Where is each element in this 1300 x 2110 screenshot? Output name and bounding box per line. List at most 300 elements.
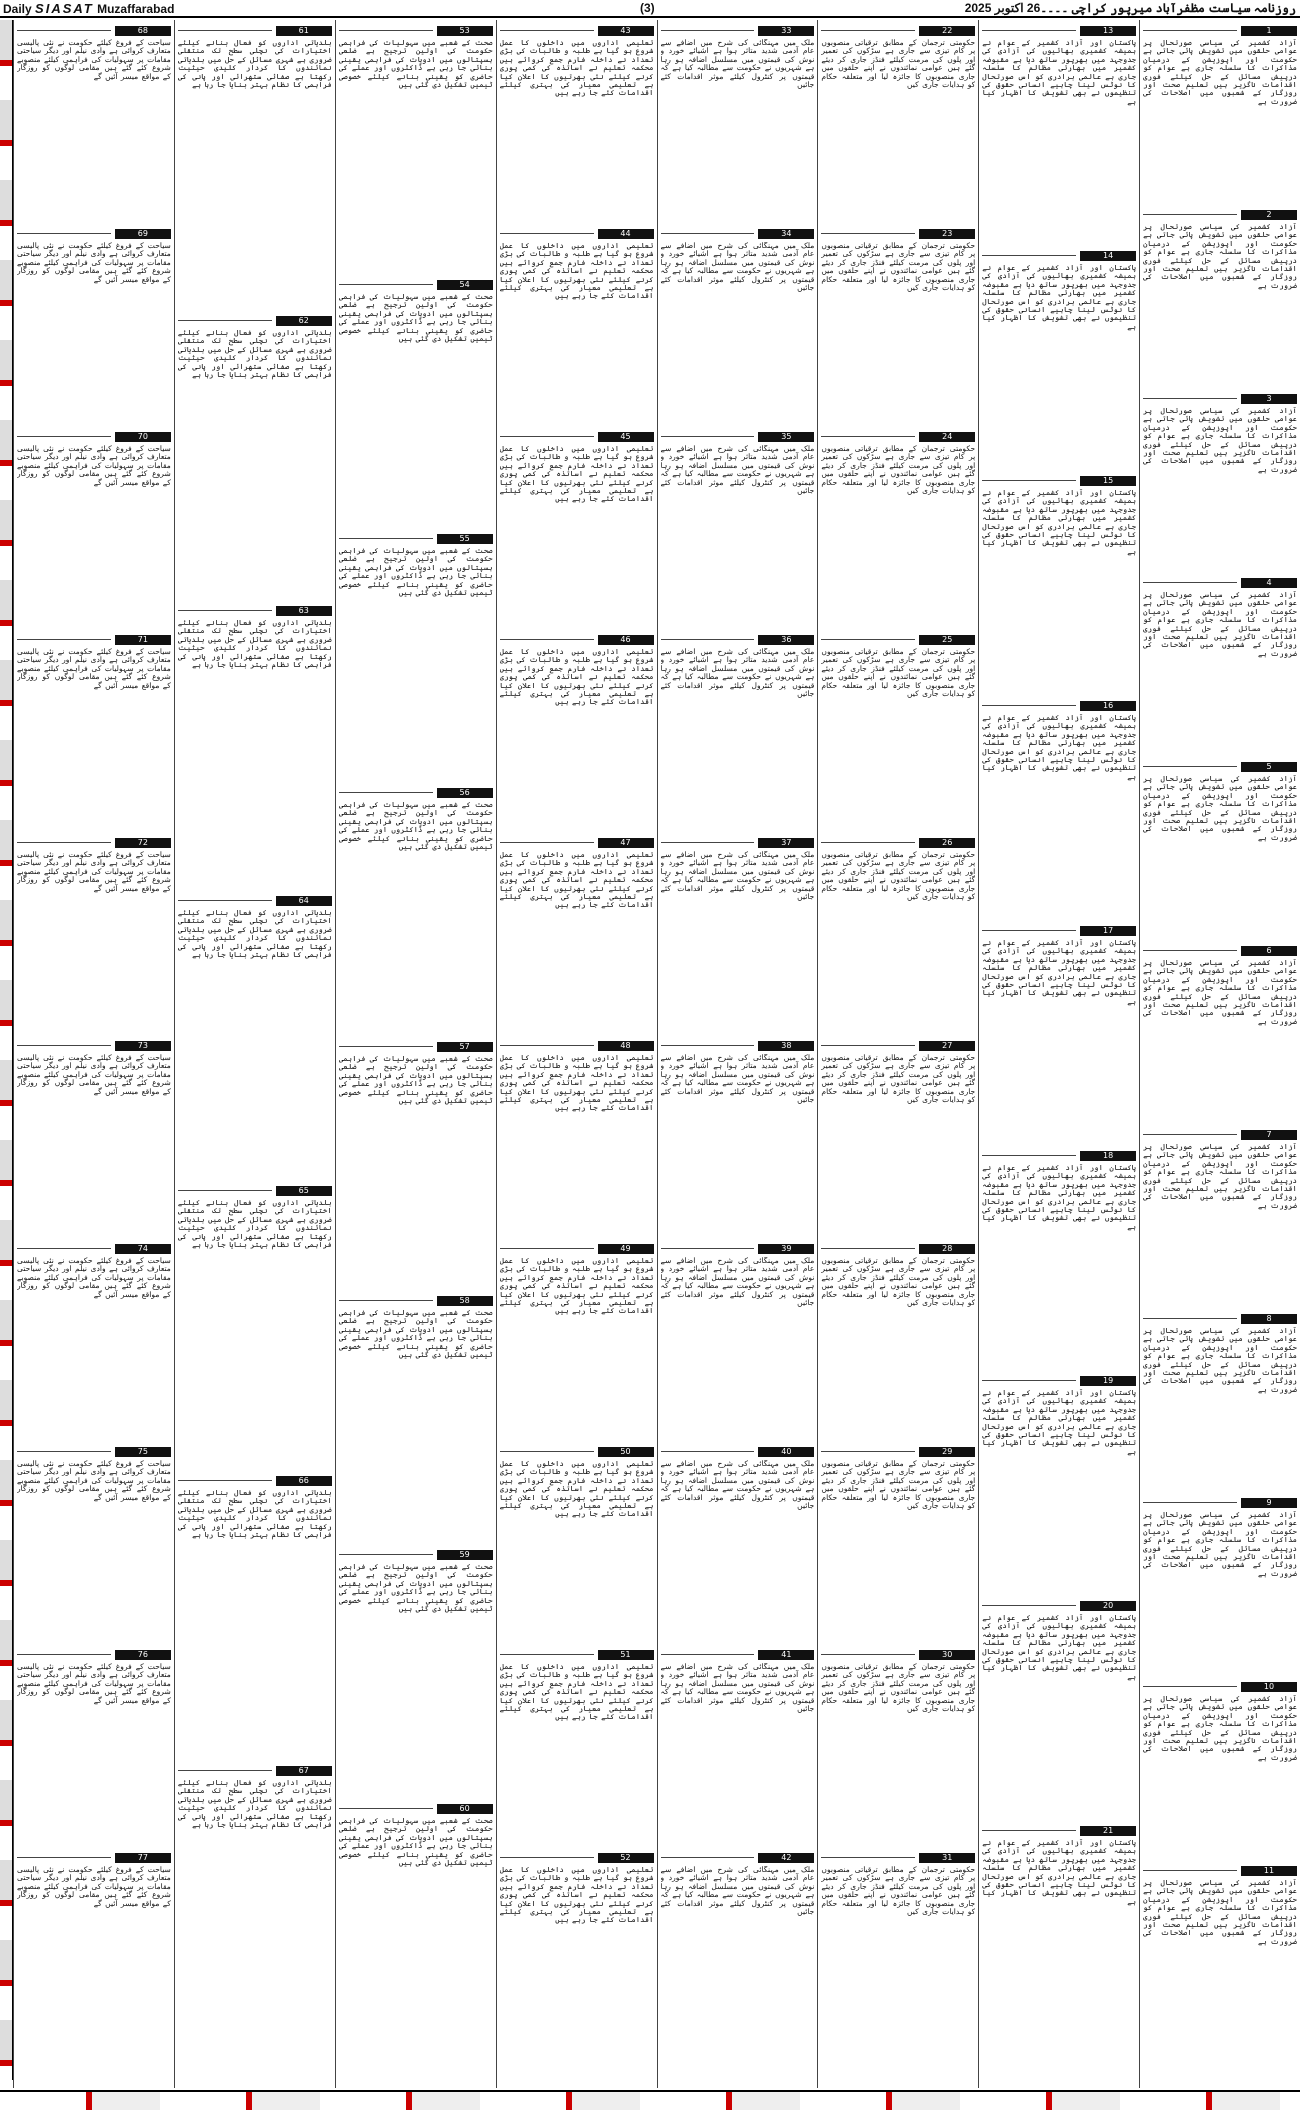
news-item-header [339,787,493,799]
news-item-number: 35 [758,432,814,442]
news-item-text: تعلیمی اداروں میں داخلوں کا عمل شروع ہو گیا ہے طلبہ و طالبات کی بڑی تعداد نے داخلہ فارم جمع کروائے ہیں محکمہ تعلیم نے اساتذہ کی کمی پوری کرنے کیلئے نئی بھرتیوں کا اعلان کیا ہے تعلیمی معیار کی بہتری کیلئے اقدامات کئے جا رہے ہیں [499,39,654,98]
news-item-number: 50 [598,1447,654,1457]
news-item-number: 25 [919,635,975,645]
rule-line [17,1654,111,1655]
news-item-header [661,1649,815,1661]
rule-line [500,1451,594,1452]
news-item-text: سیاحت کے فروغ کیلئے حکومت نے نئی پالیسی متعارف کروائی ہے وادی نیلم اور دیگر سیاحتی مقامات پر سہولیات کی فراہمی کیلئے منصوبے شروع کئے گئے ہیں مقامی لوگوں کو روزگار کے مواقع میسر آئیں گے [17,39,171,81]
news-item-header [178,1765,332,1777]
news-item-text: آزاد کشمیر کی سیاسی صورتحال پر عوامی حلقوں میں تشویش پائی جاتی ہے حکومت اور اپوزیشن کے درمیان مذاکرات کا سلسلہ جاری ہے عوام کو درپیش مسائل کے حل کیلئے فوری اقدامات ناگزیر ہیں تعلیم صحت اور روزگار کے شعبوں میں اصلاحات کی ضرورت ہے [1143,1327,1297,1394]
news-item-number: 56 [437,788,493,798]
news-item-text: آزاد کشمیر کی سیاسی صورتحال پر عوامی حلقوں میں تشویش پائی جاتی ہے حکومت اور اپوزیشن کے درمیان مذاکرات کا سلسلہ جاری ہے عوام کو درپیش مسائل کے حل کیلئے فوری اقدامات ناگزیر ہیں تعلیم صحت اور روزگار کے شعبوں میں اصلاحات کی ضرورت ہے [1143,1143,1297,1210]
news-item-text: پاکستان اور آزاد کشمیر کے عوام نے ہمیشہ کشمیری بھائیوں کی آزادی کی جدوجہد میں بھرپور ساتھ دیا ہے مقبوضہ کشمیر میں بھارتی مظالم کا سلسلہ جاری ہے عالمی برادری کو اس صورتحال کا نوٹس لینا چاہیے انسانی حقوق کی تنظیموں نے بھی تشویش کا اظہار کیا ہے [982,939,1137,1006]
news-item-header [500,1040,654,1052]
news-item-number: 37 [758,838,814,848]
news-item-header [982,25,1136,37]
news-item-text: صحت کے شعبے میں سہولیات کی فراہمی حکومت کی اولین ترجیح ہے ضلعی ہسپتالوں میں ادویات کی فراہمی یقینی بنائی جا رہی ہے ڈاکٹروں اور عملے کی حاضری کو یقینی بنانے کیلئے خصوصی ٹیمیں تشکیل دی گئی ہیں [338,547,493,598]
rule-line [178,900,272,901]
rule-line [1143,582,1237,583]
news-item-text: حکومتی ترجمان کے مطابق ترقیاتی منصوبوں پر کام تیزی سے جاری ہے سڑکوں کی تعمیر اور پلوں کی مرمت کیلئے فنڈز جاری کر دیئے گئے ہیں عوامی نمائندوں نے اپنے حلقوں میں جاری منصوبوں کا جائزہ لیا اور متعلقہ حکام کو ہدایات جاری کیں [821,1257,976,1308]
news-item-number: 64 [276,896,332,906]
news-item-number: 2 [1241,210,1297,220]
news-item-text: ملک میں مہنگائی کی شرح میں اضافے سے عام آدمی شدید متاثر ہوا ہے اشیائے خورد و نوش کی قیمتوں میں مسلسل اضافہ ہو رہا ہے شہریوں نے حکومت سے مطالبہ کیا ہے کہ قیمتوں پر کنٹرول کیلئے موثر اقدامات کئے جائیں [660,1054,815,1105]
news-column [496,20,657,2088]
rule-line [821,30,915,31]
rule-line [17,1857,111,1858]
rule-line [500,1857,594,1858]
rule-line [982,705,1076,706]
news-item-text: آزاد کشمیر کی سیاسی صورتحال پر عوامی حلقوں میں تشویش پائی جاتی ہے حکومت اور اپوزیشن کے درمیان مذاکرات کا سلسلہ جاری ہے عوام کو درپیش مسائل کے حل کیلئے فوری اقدامات ناگزیر ہیں تعلیم صحت اور روزگار کے شعبوں میں اصلاحات کی ضرورت ہے [1143,223,1297,290]
news-item-text: تعلیمی اداروں میں داخلوں کا عمل شروع ہو گیا ہے طلبہ و طالبات کی بڑی تعداد نے داخلہ فارم جمع کروائے ہیں محکمہ تعلیم نے اساتذہ کی کمی پوری کرنے کیلئے نئی بھرتیوں کا اعلان کیا ہے تعلیمی معیار کی بہتری کیلئے اقدامات کئے جا رہے ہیں [499,1866,654,1925]
news-item-number: 8 [1241,1314,1297,1324]
news-item-text: ملک میں مہنگائی کی شرح میں اضافے سے عام آدمی شدید متاثر ہوا ہے اشیائے خورد و نوش کی قیمتوں میں مسلسل اضافہ ہو رہا ہے شہریوں نے حکومت سے مطالبہ کیا ہے کہ قیمتوں پر کنٹرول کیلئے موثر اقدامات کئے جائیں [660,1257,815,1308]
news-item-number: 46 [598,635,654,645]
news-item-number: 48 [598,1041,654,1051]
rule-line [339,792,433,793]
news-item-header [17,228,171,240]
news-item-header [661,25,815,37]
rule-line [1143,1686,1237,1687]
news-item-header [821,25,975,37]
brand-name: SIASAT [35,1,94,16]
rule-line [821,639,915,640]
news-item-number: 42 [758,1853,814,1863]
rule-line [821,842,915,843]
news-item-header [178,605,332,617]
news-item-text: صحت کے شعبے میں سہولیات کی فراہمی حکومت کی اولین ترجیح ہے ضلعی ہسپتالوں میں ادویات کی فراہمی یقینی بنائی جا رہی ہے ڈاکٹروں اور عملے کی حاضری کو یقینی بنانے کیلئے خصوصی ٹیمیں تشکیل دی گئی ہیں [338,1817,493,1868]
news-item-number: 30 [919,1650,975,1660]
rule-line [1143,1318,1237,1319]
news-item-text: آزاد کشمیر کی سیاسی صورتحال پر عوامی حلقوں میں تشویش پائی جاتی ہے حکومت اور اپوزیشن کے درمیان مذاکرات کا سلسلہ جاری ہے عوام کو درپیش مسائل کے حل کیلئے فوری اقدامات ناگزیر ہیں تعلیم صحت اور روزگار کے شعبوں میں اصلاحات کی ضرورت ہے [1143,39,1297,106]
news-item-number: 16 [1080,701,1136,711]
rule-line [821,1045,915,1046]
rule-line [339,1808,433,1809]
news-item-text: صحت کے شعبے میں سہولیات کی فراہمی حکومت کی اولین ترجیح ہے ضلعی ہسپتالوں میں ادویات کی فراہمی یقینی بنائی جا رہی ہے ڈاکٹروں اور عملے کی حاضری کو یقینی بنانے کیلئے خصوصی ٹیمیں تشکیل دی گئی ہیں [338,1563,493,1614]
news-item-text: بلدیاتی اداروں کو فعال بنانے کیلئے اختیارات کی نچلی سطح تک منتقلی ضروری ہے شہری مسائل کے حل میں بلدیاتی نمائندوں کا کردار کلیدی حیثیت رکھتا ہے صفائی ستھرائی اور پانی کی فراہمی کا نظام بہتر بنایا جا رہا ہے [177,1779,332,1830]
news-item-number: 75 [115,1447,171,1457]
news-item-header [1143,393,1297,405]
news-item-header [982,925,1136,937]
news-item-header [661,431,815,443]
rule-line [982,255,1076,256]
news-item-number: 52 [598,1853,654,1863]
news-item-number: 72 [115,838,171,848]
news-item-text: پاکستان اور آزاد کشمیر کے عوام نے ہمیشہ کشمیری بھائیوں کی آزادی کی جدوجہد میں بھرپور ساتھ دیا ہے مقبوضہ کشمیر میں بھارتی مظالم کا سلسلہ جاری ہے عالمی برادری کو اس صورتحال کا نوٹس لینا چاہیے انسانی حقوق کی تنظیموں نے بھی تشویش کا اظہار کیا ہے [982,1389,1137,1456]
news-item-number: 26 [919,838,975,848]
news-item-text: سیاحت کے فروغ کیلئے حکومت نے نئی پالیسی متعارف کروائی ہے وادی نیلم اور دیگر سیاحتی مقامات پر سہولیات کی فراہمی کیلئے منصوبے شروع کئے گئے ہیں مقامی لوگوں کو روزگار کے مواقع میسر آئیں گے [17,1663,171,1705]
rule-line [178,1190,272,1191]
rule-line [178,1480,272,1481]
news-item-header [821,1040,975,1052]
news-item-number: 55 [437,534,493,544]
news-item-header [17,431,171,443]
news-item-text: پاکستان اور آزاد کشمیر کے عوام نے ہمیشہ کشمیری بھائیوں کی آزادی کی جدوجہد میں بھرپور ساتھ دیا ہے مقبوضہ کشمیر میں بھارتی مظالم کا سلسلہ جاری ہے عالمی برادری کو اس صورتحال کا نوٹس لینا چاہیے انسانی حقوق کی تنظیموں نے بھی تشویش کا اظہار کیا ہے [982,1839,1137,1906]
news-item-number: 23 [919,229,975,239]
news-item-text: آزاد کشمیر کی سیاسی صورتحال پر عوامی حلقوں میں تشویش پائی جاتی ہے حکومت اور اپوزیشن کے درمیان مذاکرات کا سلسلہ جاری ہے عوام کو درپیش مسائل کے حل کیلئے فوری اقدامات ناگزیر ہیں تعلیم صحت اور روزگار کے شعبوں میں اصلاحات کی ضرورت ہے [1143,959,1297,1026]
news-item-header [17,1243,171,1255]
news-item-header [500,1649,654,1661]
brand-prefix: Daily [3,2,32,16]
news-item-text: پاکستان اور آزاد کشمیر کے عوام نے ہمیشہ کشمیری بھائیوں کی آزادی کی جدوجہد میں بھرپور ساتھ دیا ہے مقبوضہ کشمیر میں بھارتی مظالم کا سلسلہ جاری ہے عالمی برادری کو اس صورتحال کا نوٹس لینا چاہیے انسانی حقوق کی تنظیموں نے بھی تشویش کا اظہار کیا ہے [982,1164,1137,1231]
news-column [335,20,496,2088]
rule-line [339,538,433,539]
news-item-text: ملک میں مہنگائی کی شرح میں اضافے سے عام آدمی شدید متاثر ہوا ہے اشیائے خورد و نوش کی قیمتوں میں مسلسل اضافہ ہو رہا ہے شہریوں نے حکومت سے مطالبہ کیا ہے کہ قیمتوں پر کنٹرول کیلئے موثر اقدامات کئے جائیں [660,1460,815,1511]
news-item-header [500,837,654,849]
news-item-number: 28 [919,1244,975,1254]
news-item-number: 47 [598,838,654,848]
news-item-number: 27 [919,1041,975,1051]
rule-line [821,233,915,234]
news-item-number: 69 [115,229,171,239]
news-item-number: 39 [758,1244,814,1254]
masthead-urdu: روزنامہ سیاست مظفرآباد میرپور کراچی ۔۔۔۔26 اکتوبر 2025 [964,1,1296,15]
news-item-text: بلدیاتی اداروں کو فعال بنانے کیلئے اختیارات کی نچلی سطح تک منتقلی ضروری ہے شہری مسائل کے حل میں بلدیاتی نمائندوں کا کردار کلیدی حیثیت رکھتا ہے صفائی ستھرائی اور پانی کی فراہمی کا نظام بہتر بنایا جا رہا ہے [177,1199,332,1250]
news-item-number: 20 [1080,1601,1136,1611]
news-item-header [821,1852,975,1864]
news-item-text: پاکستان اور آزاد کشمیر کے عوام نے ہمیشہ کشمیری بھائیوں کی آزادی کی جدوجہد میں بھرپور ساتھ دیا ہے مقبوضہ کشمیر میں بھارتی مظالم کا سلسلہ جاری ہے عالمی برادری کو اس صورتحال کا نوٹس لینا چاہیے انسانی حقوق کی تنظیموں نے بھی تشویش کا اظہار کیا ہے [982,1614,1137,1681]
rule-line [17,1248,111,1249]
city-name: Muzaffarabad [97,2,175,16]
news-item-number: 74 [115,1244,171,1254]
news-item-number: 18 [1080,1151,1136,1161]
news-item-number: 22 [919,26,975,36]
rule-line [178,320,272,321]
rule-line [17,1451,111,1452]
news-item-header [821,431,975,443]
news-item-number: 9 [1241,1498,1297,1508]
news-item-header [1143,1313,1297,1325]
news-item-header [339,533,493,545]
news-item-header [17,634,171,646]
news-item-number: 62 [276,316,332,326]
news-item-text: ملک میں مہنگائی کی شرح میں اضافے سے عام آدمی شدید متاثر ہوا ہے اشیائے خورد و نوش کی قیمتوں میں مسلسل اضافہ ہو رہا ہے شہریوں نے حکومت سے مطالبہ کیا ہے کہ قیمتوں پر کنٹرول کیلئے موثر اقدامات کئے جائیں [660,39,815,90]
news-item-header [661,1446,815,1458]
news-item-header [500,228,654,240]
rule-line [500,1654,594,1655]
news-item-header [339,1803,493,1815]
news-item-text: آزاد کشمیر کی سیاسی صورتحال پر عوامی حلقوں میں تشویش پائی جاتی ہے حکومت اور اپوزیشن کے درمیان مذاکرات کا سلسلہ جاری ہے عوام کو درپیش مسائل کے حل کیلئے فوری اقدامات ناگزیر ہیں تعلیم صحت اور روزگار کے شعبوں میں اصلاحات کی ضرورت ہے [1143,1879,1297,1946]
rule-line [821,1451,915,1452]
news-column [978,20,1139,2088]
news-item-text: ملک میں مہنگائی کی شرح میں اضافے سے عام آدمی شدید متاثر ہوا ہے اشیائے خورد و نوش کی قیمتوں میں مسلسل اضافہ ہو رہا ہے شہریوں نے حکومت سے مطالبہ کیا ہے کہ قیمتوں پر کنٹرول کیلئے موثر اقدامات کئے جائیں [660,1663,815,1714]
rule-line [178,1770,272,1771]
news-item-number: 7 [1241,1130,1297,1140]
news-item-text: سیاحت کے فروغ کیلئے حکومت نے نئی پالیسی متعارف کروائی ہے وادی نیلم اور دیگر سیاحتی مقامات پر سہولیات کی فراہمی کیلئے منصوبے شروع کئے گئے ہیں مقامی لوگوں کو روزگار کے مواقع میسر آئیں گے [17,1866,171,1908]
news-item-text: سیاحت کے فروغ کیلئے حکومت نے نئی پالیسی متعارف کروائی ہے وادی نیلم اور دیگر سیاحتی مقامات پر سہولیات کی فراہمی کیلئے منصوبے شروع کئے گئے ہیں مقامی لوگوں کو روزگار کے مواقع میسر آئیں گے [17,1460,171,1502]
news-item-header [1143,209,1297,221]
news-item-number: 6 [1241,946,1297,956]
news-item-header [821,228,975,240]
rule-line [661,436,755,437]
news-item-header [1143,1129,1297,1141]
news-item-text: ملک میں مہنگائی کی شرح میں اضافے سے عام آدمی شدید متاثر ہوا ہے اشیائے خورد و نوش کی قیمتوں میں مسلسل اضافہ ہو رہا ہے شہریوں نے حکومت سے مطالبہ کیا ہے کہ قیمتوں پر کنٹرول کیلئے موثر اقدامات کئے جائیں [660,445,815,496]
news-column [13,20,174,2088]
news-item-text: حکومتی ترجمان کے مطابق ترقیاتی منصوبوں پر کام تیزی سے جاری ہے سڑکوں کی تعمیر اور پلوں کی مرمت کیلئے فنڈز جاری کر دیئے گئے ہیں عوامی نمائندوں نے اپنے حلقوں میں جاری منصوبوں کا جائزہ لیا اور متعلقہ حکام کو ہدایات جاری کیں [821,242,976,293]
news-item-number: 1 [1241,26,1297,36]
rule-line [661,639,755,640]
news-item-header [661,1040,815,1052]
rule-line [982,930,1076,931]
news-item-number: 49 [598,1244,654,1254]
news-item-text: صحت کے شعبے میں سہولیات کی فراہمی حکومت کی اولین ترجیح ہے ضلعی ہسپتالوں میں ادویات کی فراہمی یقینی بنائی جا رہی ہے ڈاکٹروں اور عملے کی حاضری کو یقینی بنانے کیلئے خصوصی ٹیمیں تشکیل دی گئی ہیں [338,1055,493,1106]
news-item-number: 51 [598,1650,654,1660]
news-item-text: سیاحت کے فروغ کیلئے حکومت نے نئی پالیسی متعارف کروائی ہے وادی نیلم اور دیگر سیاحتی مقامات پر سہولیات کی فراہمی کیلئے منصوبے شروع کئے گئے ہیں مقامی لوگوں کو روزگار کے مواقع میسر آئیں گے [17,1257,171,1299]
news-item-number: 4 [1241,578,1297,588]
news-item-header [500,431,654,443]
news-item-number: 11 [1241,1866,1297,1876]
news-item-number: 34 [758,229,814,239]
news-column [657,20,818,2088]
news-item-text: تعلیمی اداروں میں داخلوں کا عمل شروع ہو گیا ہے طلبہ و طالبات کی بڑی تعداد نے داخلہ فارم جمع کروائے ہیں محکمہ تعلیم نے اساتذہ کی کمی پوری کرنے کیلئے نئی بھرتیوں کا اعلان کیا ہے تعلیمی معیار کی بہتری کیلئے اقدامات کئے جا رہے ہیں [499,1663,654,1722]
news-item-text: تعلیمی اداروں میں داخلوں کا عمل شروع ہو گیا ہے طلبہ و طالبات کی بڑی تعداد نے داخلہ فارم جمع کروائے ہیں محکمہ تعلیم نے اساتذہ کی کمی پوری کرنے کیلئے نئی بھرتیوں کا اعلان کیا ہے تعلیمی معیار کی بہتری کیلئے اقدامات کئے جا رہے ہیں [499,1460,654,1519]
rule-line [339,1300,433,1301]
news-item-text: تعلیمی اداروں میں داخلوں کا عمل شروع ہو گیا ہے طلبہ و طالبات کی بڑی تعداد نے داخلہ فارم جمع کروائے ہیں محکمہ تعلیم نے اساتذہ کی کمی پوری کرنے کیلئے نئی بھرتیوں کا اعلان کیا ہے تعلیمی معیار کی بہتری کیلئے اقدامات کئے جا رہے ہیں [499,445,654,504]
news-item-number: 10 [1241,1682,1297,1692]
news-item-number: 53 [437,26,493,36]
news-item-header [821,634,975,646]
news-item-text: بلدیاتی اداروں کو فعال بنانے کیلئے اختیارات کی نچلی سطح تک منتقلی ضروری ہے شہری مسائل کے حل میں بلدیاتی نمائندوں کا کردار کلیدی حیثیت رکھتا ہے صفائی ستھرائی اور پانی کی فراہمی کا نظام بہتر بنایا جا رہا ہے [177,909,332,960]
news-item-text: آزاد کشمیر کی سیاسی صورتحال پر عوامی حلقوں میں تشویش پائی جاتی ہے حکومت اور اپوزیشن کے درمیان مذاکرات کا سلسلہ جاری ہے عوام کو درپیش مسائل کے حل کیلئے فوری اقدامات ناگزیر ہیں تعلیم صحت اور روزگار کے شعبوں میں اصلاحات کی ضرورت ہے [1143,1511,1297,1578]
rule-line [821,1857,915,1858]
news-item-number: 24 [919,432,975,442]
rule-line [821,436,915,437]
news-item-header [1143,761,1297,773]
news-item-header [1143,1497,1297,1509]
news-item-text: صحت کے شعبے میں سہولیات کی فراہمی حکومت کی اولین ترجیح ہے ضلعی ہسپتالوں میں ادویات کی فراہمی یقینی بنائی جا رہی ہے ڈاکٹروں اور عملے کی حاضری کو یقینی بنانے کیلئے خصوصی ٹیمیں تشکیل دی گئی ہیں [338,801,493,852]
news-item-number: 33 [758,26,814,36]
news-item-text: پاکستان اور آزاد کشمیر کے عوام نے ہمیشہ کشمیری بھائیوں کی آزادی کی جدوجہد میں بھرپور ساتھ دیا ہے مقبوضہ کشمیر میں بھارتی مظالم کا سلسلہ جاری ہے عالمی برادری کو اس صورتحال کا نوٹس لینا چاہیے انسانی حقوق کی تنظیموں نے بھی تشویش کا اظہار کیا ہے [982,714,1137,781]
news-item-header [500,1243,654,1255]
news-item-header [982,250,1136,262]
news-item-text: پاکستان اور آزاد کشمیر کے عوام نے ہمیشہ کشمیری بھائیوں کی آزادی کی جدوجہد میں بھرپور ساتھ دیا ہے مقبوضہ کشمیر میں بھارتی مظالم کا سلسلہ جاری ہے عالمی برادری کو اس صورتحال کا نوٹس لینا چاہیے انسانی حقوق کی تنظیموں نے بھی تشویش کا اظہار کیا ہے [982,489,1137,556]
news-item-header [1143,25,1297,37]
rule-line [1143,398,1237,399]
rule-line [661,1857,755,1858]
news-item-number: 68 [115,26,171,36]
news-item-text: حکومتی ترجمان کے مطابق ترقیاتی منصوبوں پر کام تیزی سے جاری ہے سڑکوں کی تعمیر اور پلوں کی مرمت کیلئے فنڈز جاری کر دیئے گئے ہیں عوامی نمائندوں نے اپنے حلقوں میں جاری منصوبوں کا جائزہ لیا اور متعلقہ حکام کو ہدایات جاری کیں [821,1460,976,1511]
news-item-header [821,1446,975,1458]
news-item-number: 14 [1080,251,1136,261]
news-item-text: بلدیاتی اداروں کو فعال بنانے کیلئے اختیارات کی نچلی سطح تک منتقلی ضروری ہے شہری مسائل کے حل میں بلدیاتی نمائندوں کا کردار کلیدی حیثیت رکھتا ہے صفائی ستھرائی اور پانی کی فراہمی کا نظام بہتر بنایا جا رہا ہے [177,329,332,380]
masthead-left [3,1,174,16]
news-item-text: حکومتی ترجمان کے مطابق ترقیاتی منصوبوں پر کام تیزی سے جاری ہے سڑکوں کی تعمیر اور پلوں کی مرمت کیلئے فنڈز جاری کر دیئے گئے ہیں عوامی نمائندوں نے اپنے حلقوں میں جاری منصوبوں کا جائزہ لیا اور متعلقہ حکام کو ہدایات جاری کیں [821,445,976,496]
rule-line [1143,1870,1237,1871]
footer-strip [0,2090,1300,2110]
news-item-header [500,1852,654,1864]
news-item-header [661,837,815,849]
news-item-number: 44 [598,229,654,239]
news-item-number: 76 [115,1650,171,1660]
news-item-number: 77 [115,1853,171,1863]
news-item-number: 43 [598,26,654,36]
news-item-header [821,837,975,849]
news-item-text: ملک میں مہنگائی کی شرح میں اضافے سے عام آدمی شدید متاثر ہوا ہے اشیائے خورد و نوش کی قیمتوں میں مسلسل اضافہ ہو رہا ہے شہریوں نے حکومت سے مطالبہ کیا ہے کہ قیمتوں پر کنٹرول کیلئے موثر اقدامات کئے جائیں [660,648,815,699]
news-item-header [661,1243,815,1255]
news-item-header [339,279,493,291]
news-item-text: صحت کے شعبے میں سہولیات کی فراہمی حکومت کی اولین ترجیح ہے ضلعی ہسپتالوں میں ادویات کی فراہمی یقینی بنائی جا رہی ہے ڈاکٹروں اور عملے کی حاضری کو یقینی بنانے کیلئے خصوصی ٹیمیں تشکیل دی گئی ہیں [338,1309,493,1360]
news-item-number: 40 [758,1447,814,1457]
news-item-number: 29 [919,1447,975,1457]
news-item-text: صحت کے شعبے میں سہولیات کی فراہمی حکومت کی اولین ترجیح ہے ضلعی ہسپتالوں میں ادویات کی فراہمی یقینی بنائی جا رہی ہے ڈاکٹروں اور عملے کی حاضری کو یقینی بنانے کیلئے خصوصی ٹیمیں تشکیل دی گئی ہیں [338,293,493,344]
news-item-header [17,1649,171,1661]
news-item-header [661,634,815,646]
news-item-text: تعلیمی اداروں میں داخلوں کا عمل شروع ہو گیا ہے طلبہ و طالبات کی بڑی تعداد نے داخلہ فارم جمع کروائے ہیں محکمہ تعلیم نے اساتذہ کی کمی پوری کرنے کیلئے نئی بھرتیوں کا اعلان کیا ہے تعلیمی معیار کی بہتری کیلئے اقدامات کئے جا رہے ہیں [499,242,654,301]
news-item-text: تعلیمی اداروں میں داخلوں کا عمل شروع ہو گیا ہے طلبہ و طالبات کی بڑی تعداد نے داخلہ فارم جمع کروائے ہیں محکمہ تعلیم نے اساتذہ کی کمی پوری کرنے کیلئے نئی بھرتیوں کا اعلان کیا ہے تعلیمی معیار کی بہتری کیلئے اقدامات کئے جا رہے ہیں [499,1054,654,1113]
news-item-text: تعلیمی اداروں میں داخلوں کا عمل شروع ہو گیا ہے طلبہ و طالبات کی بڑی تعداد نے داخلہ فارم جمع کروائے ہیں محکمہ تعلیم نے اساتذہ کی کمی پوری کرنے کیلئے نئی بھرتیوں کا اعلان کیا ہے تعلیمی معیار کی بہتری کیلئے اقدامات کئے جا رہے ہیں [499,851,654,910]
rule-line [661,1654,755,1655]
news-item-text: ملک میں مہنگائی کی شرح میں اضافے سے عام آدمی شدید متاثر ہوا ہے اشیائے خورد و نوش کی قیمتوں میں مسلسل اضافہ ہو رہا ہے شہریوں نے حکومت سے مطالبہ کیا ہے کہ قیمتوں پر کنٹرول کیلئے موثر اقدامات کئے جائیں [660,1866,815,1917]
news-item-number: 57 [437,1042,493,1052]
news-item-number: 60 [437,1804,493,1814]
news-item-text: آزاد کشمیر کی سیاسی صورتحال پر عوامی حلقوں میں تشویش پائی جاتی ہے حکومت اور اپوزیشن کے درمیان مذاکرات کا سلسلہ جاری ہے عوام کو درپیش مسائل کے حل کیلئے فوری اقدامات ناگزیر ہیں تعلیم صحت اور روزگار کے شعبوں میں اصلاحات کی ضرورت ہے [1143,407,1297,474]
rule-line [500,436,594,437]
rule-line [500,639,594,640]
news-item-header [500,25,654,37]
rule-line [661,30,755,31]
news-item-header [821,1649,975,1661]
news-item-text: آزاد کشمیر کی سیاسی صورتحال پر عوامی حلقوں میں تشویش پائی جاتی ہے حکومت اور اپوزیشن کے درمیان مذاکرات کا سلسلہ جاری ہے عوام کو درپیش مسائل کے حل کیلئے فوری اقدامات ناگزیر ہیں تعلیم صحت اور روزگار کے شعبوں میں اصلاحات کی ضرورت ہے [1143,591,1297,658]
news-item-number: 36 [758,635,814,645]
news-item-header [1143,577,1297,589]
news-item-text: آزاد کشمیر کی سیاسی صورتحال پر عوامی حلقوں میں تشویش پائی جاتی ہے حکومت اور اپوزیشن کے درمیان مذاکرات کا سلسلہ جاری ہے عوام کو درپیش مسائل کے حل کیلئے فوری اقدامات ناگزیر ہیں تعلیم صحت اور روزگار کے شعبوں میں اصلاحات کی ضرورت ہے [1143,1695,1297,1762]
rule-line [178,30,272,31]
rule-line [661,233,755,234]
news-item-header [982,1600,1136,1612]
rule-line [661,1451,755,1452]
rule-line [178,610,272,611]
rule-line [982,1605,1076,1606]
rule-line [1143,214,1237,215]
news-item-header [661,228,815,240]
rule-line [821,1248,915,1249]
news-item-text: بلدیاتی اداروں کو فعال بنانے کیلئے اختیارات کی نچلی سطح تک منتقلی ضروری ہے شہری مسائل کے حل میں بلدیاتی نمائندوں کا کردار کلیدی حیثیت رکھتا ہے صفائی ستھرائی اور پانی کی فراہمی کا نظام بہتر بنایا جا رہا ہے [177,619,332,670]
news-item-header [17,1852,171,1864]
rule-line [982,30,1076,31]
rule-line [339,1046,433,1047]
news-item-number: 38 [758,1041,814,1051]
news-item-header [178,25,332,37]
rule-line [1143,1502,1237,1503]
news-item-header [500,634,654,646]
news-item-number: 5 [1241,762,1297,772]
news-item-text: بلدیاتی اداروں کو فعال بنانے کیلئے اختیارات کی نچلی سطح تک منتقلی ضروری ہے شہری مسائل کے حل میں بلدیاتی نمائندوں کا کردار کلیدی حیثیت رکھتا ہے صفائی ستھرائی اور پانی کی فراہمی کا نظام بہتر بنایا جا رہا ہے [177,39,332,90]
news-item-number: 65 [276,1186,332,1196]
rule-line [17,30,111,31]
news-item-header [982,700,1136,712]
news-item-number: 19 [1080,1376,1136,1386]
news-item-header [339,25,493,37]
rule-line [1143,30,1237,31]
news-item-text: حکومتی ترجمان کے مطابق ترقیاتی منصوبوں پر کام تیزی سے جاری ہے سڑکوں کی تعمیر اور پلوں کی مرمت کیلئے فنڈز جاری کر دیئے گئے ہیں عوامی نمائندوں نے اپنے حلقوں میں جاری منصوبوں کا جائزہ لیا اور متعلقہ حکام کو ہدایات جاری کیں [821,1866,976,1917]
news-item-header [339,1549,493,1561]
news-item-text: سیاحت کے فروغ کیلئے حکومت نے نئی پالیسی متعارف کروائی ہے وادی نیلم اور دیگر سیاحتی مقامات پر سہولیات کی فراہمی کیلئے منصوبے شروع کئے گئے ہیں مقامی لوگوں کو روزگار کے مواقع میسر آئیں گے [17,851,171,893]
news-item-text: تعلیمی اداروں میں داخلوں کا عمل شروع ہو گیا ہے طلبہ و طالبات کی بڑی تعداد نے داخلہ فارم جمع کروائے ہیں محکمہ تعلیم نے اساتذہ کی کمی پوری کرنے کیلئے نئی بھرتیوں کا اعلان کیا ہے تعلیمی معیار کی بہتری کیلئے اقدامات کئے جا رہے ہیں [499,1257,654,1316]
rule-line [661,1248,755,1249]
masthead-bar [0,0,1300,18]
news-item-text: تعلیمی اداروں میں داخلوں کا عمل شروع ہو گیا ہے طلبہ و طالبات کی بڑی تعداد نے داخلہ فارم جمع کروائے ہیں محکمہ تعلیم نے اساتذہ کی کمی پوری کرنے کیلئے نئی بھرتیوں کا اعلان کیا ہے تعلیمی معیار کی بہتری کیلئے اقدامات کئے جا رہے ہیں [499,648,654,707]
news-item-number: 3 [1241,394,1297,404]
news-item-number: 59 [437,1550,493,1560]
rule-line [982,1380,1076,1381]
news-item-number: 15 [1080,476,1136,486]
rule-line [17,639,111,640]
news-item-header [1143,945,1297,957]
news-item-header [500,1446,654,1458]
news-item-header [339,1041,493,1053]
news-item-header [661,1852,815,1864]
left-decorative-strip [0,20,13,2080]
news-item-number: 17 [1080,926,1136,936]
news-item-text: آزاد کشمیر کی سیاسی صورتحال پر عوامی حلقوں میں تشویش پائی جاتی ہے حکومت اور اپوزیشن کے درمیان مذاکرات کا سلسلہ جاری ہے عوام کو درپیش مسائل کے حل کیلئے فوری اقدامات ناگزیر ہیں تعلیم صحت اور روزگار کے شعبوں میں اصلاحات کی ضرورت ہے [1143,775,1297,842]
rule-line [500,233,594,234]
news-item-text: سیاحت کے فروغ کیلئے حکومت نے نئی پالیسی متعارف کروائی ہے وادی نیلم اور دیگر سیاحتی مقامات پر سہولیات کی فراہمی کیلئے منصوبے شروع کئے گئے ہیں مقامی لوگوں کو روزگار کے مواقع میسر آئیں گے [17,1054,171,1096]
rule-line [661,1045,755,1046]
rule-line [17,842,111,843]
news-item-text: ملک میں مہنگائی کی شرح میں اضافے سے عام آدمی شدید متاثر ہوا ہے اشیائے خورد و نوش کی قیمتوں میں مسلسل اضافہ ہو رہا ہے شہریوں نے حکومت سے مطالبہ کیا ہے کہ قیمتوں پر کنٹرول کیلئے موثر اقدامات کئے جائیں [660,242,815,293]
news-item-text: سیاحت کے فروغ کیلئے حکومت نے نئی پالیسی متعارف کروائی ہے وادی نیلم اور دیگر سیاحتی مقامات پر سہولیات کی فراہمی کیلئے منصوبے شروع کئے گئے ہیں مقامی لوگوں کو روزگار کے مواقع میسر آئیں گے [17,648,171,690]
news-item-number: 21 [1080,1826,1136,1836]
news-item-header [982,1825,1136,1837]
news-item-text: پاکستان اور آزاد کشمیر کے عوام نے ہمیشہ کشمیری بھائیوں کی آزادی کی جدوجہد میں بھرپور ساتھ دیا ہے مقبوضہ کشمیر میں بھارتی مظالم کا سلسلہ جاری ہے عالمی برادری کو اس صورتحال کا نوٹس لینا چاہیے انسانی حقوق کی تنظیموں نے بھی تشویش کا اظہار کیا ہے [982,39,1137,106]
news-item-text: پاکستان اور آزاد کشمیر کے عوام نے ہمیشہ کشمیری بھائیوں کی آزادی کی جدوجہد میں بھرپور ساتھ دیا ہے مقبوضہ کشمیر میں بھارتی مظالم کا سلسلہ جاری ہے عالمی برادری کو اس صورتحال کا نوٹس لینا چاہیے انسانی حقوق کی تنظیموں نے بھی تشویش کا اظہار کیا ہے [982,264,1137,331]
rule-line [1143,1134,1237,1135]
news-item-text: بلدیاتی اداروں کو فعال بنانے کیلئے اختیارات کی نچلی سطح تک منتقلی ضروری ہے شہری مسائل کے حل میں بلدیاتی نمائندوں کا کردار کلیدی حیثیت رکھتا ہے صفائی ستھرائی اور پانی کی فراہمی کا نظام بہتر بنایا جا رہا ہے [177,1489,332,1540]
rule-line [1143,950,1237,951]
news-item-header [1143,1865,1297,1877]
news-item-text: ملک میں مہنگائی کی شرح میں اضافے سے عام آدمی شدید متاثر ہوا ہے اشیائے خورد و نوش کی قیمتوں میں مسلسل اضافہ ہو رہا ہے شہریوں نے حکومت سے مطالبہ کیا ہے کہ قیمتوں پر کنٹرول کیلئے موثر اقدامات کئے جائیں [660,851,815,902]
news-item-number: 66 [276,1476,332,1486]
news-item-header [17,1040,171,1052]
news-item-header [178,1185,332,1197]
news-item-header [982,1150,1136,1162]
news-item-header [1143,1681,1297,1693]
rule-line [339,30,433,31]
news-item-text: حکومتی ترجمان کے مطابق ترقیاتی منصوبوں پر کام تیزی سے جاری ہے سڑکوں کی تعمیر اور پلوں کی مرمت کیلئے فنڈز جاری کر دیئے گئے ہیں عوامی نمائندوں نے اپنے حلقوں میں جاری منصوبوں کا جائزہ لیا اور متعلقہ حکام کو ہدایات جاری کیں [821,648,976,699]
rule-line [821,1654,915,1655]
news-item-header [178,895,332,907]
rule-line [17,436,111,437]
news-item-header [982,475,1136,487]
news-item-number: 13 [1080,26,1136,36]
rule-line [17,1045,111,1046]
news-item-header [17,837,171,849]
news-item-header [982,1375,1136,1387]
news-item-header [17,25,171,37]
news-item-header [178,1475,332,1487]
page-number: (3) [640,1,655,15]
rule-line [661,842,755,843]
news-item-number: 58 [437,1296,493,1306]
rule-line [500,1045,594,1046]
rule-line [339,284,433,285]
news-item-text: حکومتی ترجمان کے مطابق ترقیاتی منصوبوں پر کام تیزی سے جاری ہے سڑکوں کی تعمیر اور پلوں کی مرمت کیلئے فنڈز جاری کر دیئے گئے ہیں عوامی نمائندوں نے اپنے حلقوں میں جاری منصوبوں کا جائزہ لیا اور متعلقہ حکام کو ہدایات جاری کیں [821,1663,976,1714]
news-item-text: سیاحت کے فروغ کیلئے حکومت نے نئی پالیسی متعارف کروائی ہے وادی نیلم اور دیگر سیاحتی مقامات پر سہولیات کی فراہمی کیلئے منصوبے شروع کئے گئے ہیں مقامی لوگوں کو روزگار کے مواقع میسر آئیں گے [17,445,171,487]
news-column [1139,20,1300,2088]
rule-line [339,1554,433,1555]
rule-line [500,842,594,843]
news-item-header [17,1446,171,1458]
news-item-text: حکومتی ترجمان کے مطابق ترقیاتی منصوبوں پر کام تیزی سے جاری ہے سڑکوں کی تعمیر اور پلوں کی مرمت کیلئے فنڈز جاری کر دیئے گئے ہیں عوامی نمائندوں نے اپنے حلقوں میں جاری منصوبوں کا جائزہ لیا اور متعلقہ حکام کو ہدایات جاری کیں [821,851,976,902]
news-item-number: 45 [598,432,654,442]
rule-line [500,1248,594,1249]
rule-line [982,1155,1076,1156]
news-item-number: 41 [758,1650,814,1660]
news-item-number: 54 [437,280,493,290]
rule-line [982,480,1076,481]
news-item-number: 31 [919,1853,975,1863]
news-item-number: 71 [115,635,171,645]
news-item-text: صحت کے شعبے میں سہولیات کی فراہمی حکومت کی اولین ترجیح ہے ضلعی ہسپتالوں میں ادویات کی فراہمی یقینی بنائی جا رہی ہے ڈاکٹروں اور عملے کی حاضری کو یقینی بنانے کیلئے خصوصی ٹیمیں تشکیل دی گئی ہیں [338,39,493,90]
